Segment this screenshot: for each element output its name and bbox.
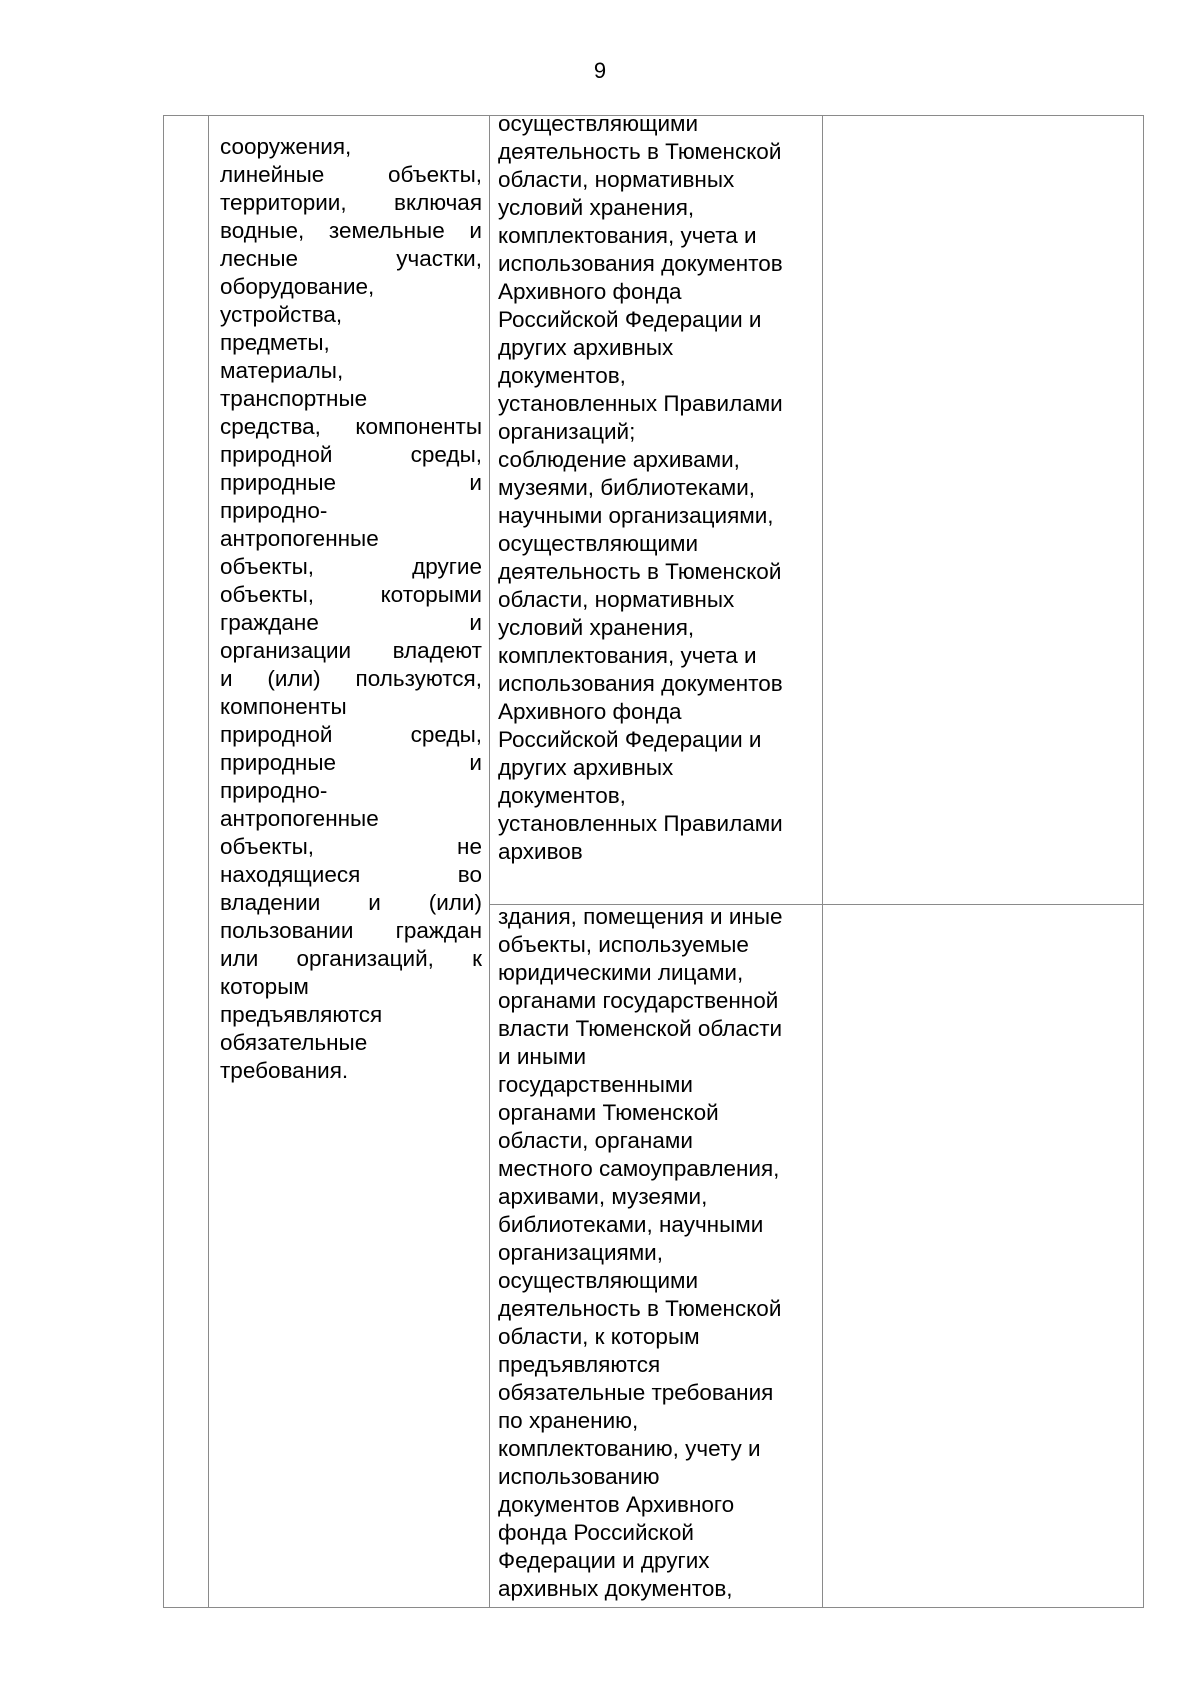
text-line: фонда Российской [498,1520,694,1545]
text-line: области, органами [498,1128,693,1153]
text-line: архивами, музеями, [498,1184,708,1209]
text-line: которым [220,974,309,999]
text-line: Архивного фонда [498,699,682,724]
text-line: юридическими лицами, [498,960,744,985]
text-line: организаций; [498,419,636,444]
text-line: природно- [220,498,328,523]
text-line: объекты, используемые [498,932,749,957]
text-line: использования документов [498,671,783,696]
text-line: природные и [220,750,482,775]
text-line: комплектования, учета и [498,223,757,248]
column-divider-1 [208,116,209,1607]
text-line: органами Тюменской [498,1100,719,1125]
text-line: установленных Правилами [498,391,783,416]
text-line: и (или) пользуются, [220,666,482,691]
text-line: условий хранения, [498,615,695,640]
text-line: установленных Правилами [498,811,783,836]
text-line: Архивного фонда [498,279,682,304]
text-line: государственными [498,1072,693,1097]
text-line: архивных документов, [498,1576,733,1601]
text-line: природной среды, [220,442,482,467]
text-line: объекты, которыми [220,582,482,607]
text-line: обязательные [220,1030,368,1055]
text-line: или организаций, к [220,946,482,971]
page-number: 9 [593,58,607,83]
text-line: осуществляющими [498,531,699,556]
text-line: требования. [220,1058,349,1083]
text-line: научными организациями, [498,503,774,528]
text-line: области, к которым [498,1324,700,1349]
text-line: документов, [498,363,626,388]
text-line: использованию [498,1464,660,1489]
requirements-cell-text [498,110,828,866]
text-line: соблюдение архивами, [498,447,740,472]
text-line: находящиеся во [220,862,482,887]
text-line: здания, помещения и иные [498,904,783,929]
text-line: транспортные [220,386,368,411]
text-line: предъявляются [498,1352,661,1377]
text-line: и иными [498,1044,587,1069]
document-table [163,111,1144,1608]
text-line: других архивных [498,335,674,360]
text-line: архивов [498,839,583,864]
text-line: области, нормативных [498,587,735,612]
text-line: антропогенные [220,806,379,831]
text-line: объекты, не [220,834,482,859]
text-line: власти Тюменской области [498,1016,783,1041]
text-line: оборудование, [220,274,375,299]
text-line: предметы, [220,330,330,355]
column-divider-2 [489,116,490,1607]
text-line: компоненты [220,694,347,719]
text-line: Российской Федерации и [498,307,762,332]
text-line: библиотеками, научными [498,1212,764,1237]
objects-cell-text [220,133,482,1085]
text-line: деятельность в Тюменской [498,559,782,584]
text-line: органами государственной [498,988,779,1013]
text-line: осуществляющими [498,111,699,136]
text-line: Российской Федерации и [498,727,762,752]
text-line: комплектования, учета и [498,643,757,668]
text-line: осуществляющими [498,1268,699,1293]
text-line: владении и (или) [220,890,482,915]
text-line: условий хранения, [498,195,695,220]
text-line: водные, земельные и [220,218,482,243]
text-line: использования документов [498,251,783,276]
text-line: предъявляются [220,1002,383,1027]
text-line: природно- [220,778,328,803]
text-line: деятельность в Тюменской [498,139,782,164]
text-line: документов, [498,783,626,808]
text-line: организациями, [498,1240,664,1265]
text-line: организации владеют [220,638,482,663]
text-line: устройства, [220,302,343,327]
text-line: материалы, [220,358,344,383]
text-line: сооружения, [220,134,352,159]
objects-list-cell-text [498,903,828,1603]
text-line: природной среды, [220,722,482,747]
text-line: музеями, библиотеками, [498,475,756,500]
text-line: средства, компоненты [220,414,482,439]
text-line: области, нормативных [498,167,735,192]
text-line: деятельность в Тюменской [498,1296,782,1321]
text-line: комплектованию, учету и [498,1436,761,1461]
text-line: антропогенные [220,526,379,551]
text-line: других архивных [498,755,674,780]
text-line: Федерации и других [498,1548,710,1573]
text-line: обязательные требования [498,1380,774,1405]
text-line: лесные участки, [220,246,482,271]
text-line: природные и [220,470,482,495]
text-line: пользовании граждан [220,918,482,943]
text-line: граждане и [220,610,482,635]
text-line: местного самоуправления, [498,1156,780,1181]
text-line: объекты, другие [220,554,482,579]
text-line: документов Архивного [498,1492,735,1517]
text-line: линейные объекты, [220,162,482,187]
text-line: территории, включая [220,190,482,215]
text-line: по хранению, [498,1408,639,1433]
